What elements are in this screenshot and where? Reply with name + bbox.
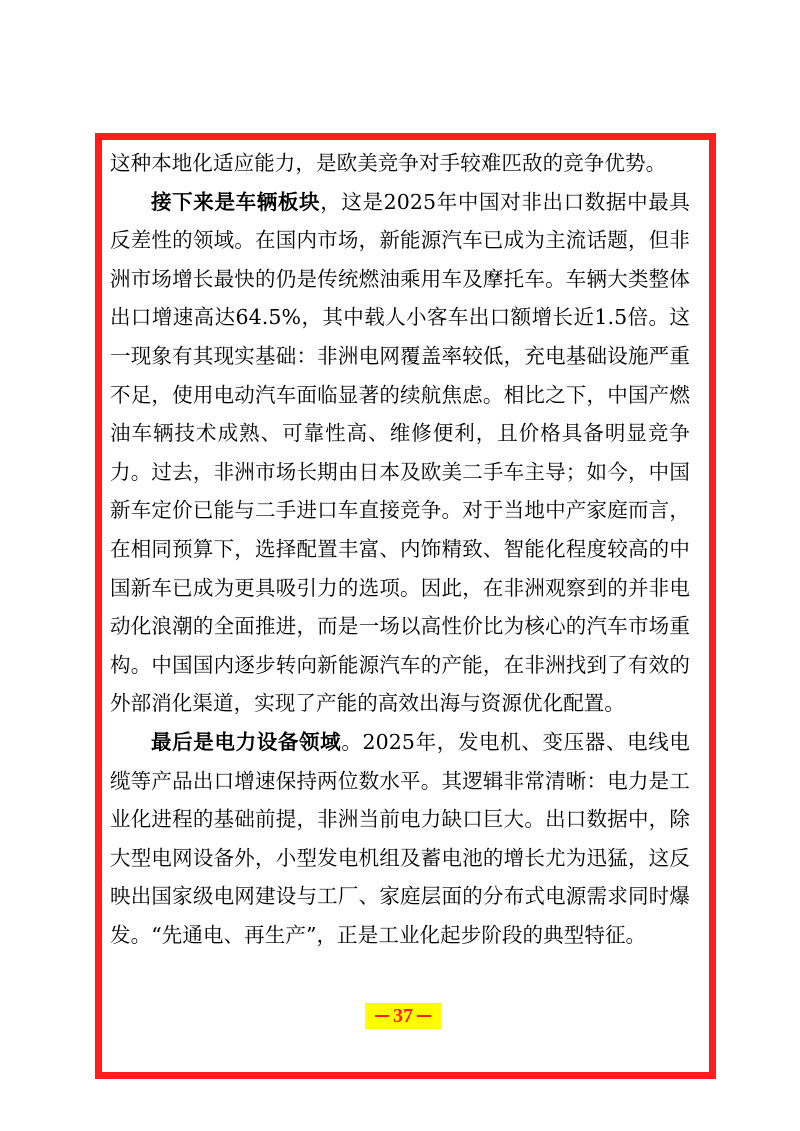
paragraph-1 [110,144,690,183]
document-body [110,144,690,954]
page-number-left-dash [375,1015,389,1017]
paragraph-3-text: 。2025年，发电机、变压器、电线电缆等产品出口增速保持两位数水平。其逻辑非常清晰：电力是工业化进程的基础前提，非洲当前电力缺口巨大。出口数据中，除大型电网设备外，小型发电机组及蓄电池的增长尤为迅猛，这反映出国家级电网建设与工厂、家庭层面的分布式电源需求同时爆发。“先通电、再生产”，正是工业化起步阶段的典型特征。 [110,729,690,947]
page-number-text: 37 [393,1005,413,1027]
paragraph-2-lead: 接下来是车辆板块 [151,189,321,214]
paragraph-1-text: 这种本地化适应能力，是欧美竞争对手较难匹敌的竞争优势。 [110,151,667,175]
page-number [365,1003,441,1029]
paragraph-2-text: ，这是2025年中国对非出口数据中最具反差性的领域。在国内市场，新能源汽车已成为主流话题，但非洲市场增长最快的仍是传统燃油乘用车及摩托车。车辆大类整体出口增速高达64.5%，其中载人小客车出口额增长近1.5倍。这一现象有其现实基础：非洲电网覆盖率较低，充电基础设施严重不足，使用电动汽车面临显著的续航焦虑。相比之下，中国产燃油车辆技术成熟、可靠性高、维修便利，且价格具备明显竞争力。过去，非洲市场长期由日本及欧美二手车主导；如今，中国新车定价已能与二手进口车直接竞争。对于当地中产家庭而言，在相同预算下，选择配置丰富、内饰精致、智能化程度较高的中国新车已成为更具吸引力的选项。因此，在非洲观察到的并非电动化浪潮的全面推进，而是一场以高性价比为核心的汽车市场重构。中国国内逐步转向新能源汽车的产能，在非洲找到了有效的外部消化渠道，实现了产能的高效出海与资源优化配置。 [110,189,690,716]
paragraph-2 [110,183,690,723]
paragraph-3-lead: 最后是电力设备领域 [151,729,342,754]
page-number-right-dash [417,1015,431,1017]
paragraph-3 [110,723,690,955]
